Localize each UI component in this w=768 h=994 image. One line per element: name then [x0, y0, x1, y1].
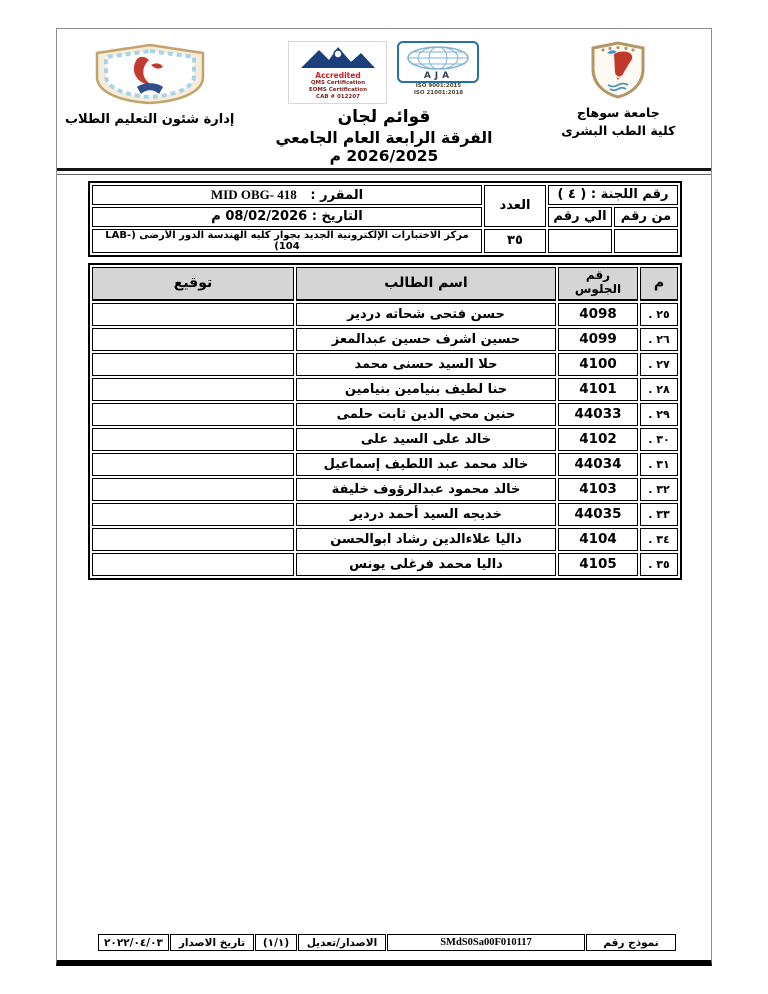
issue-revision-label: الاصدار/تعديل	[298, 934, 386, 951]
row-student-name: خالد محمود عبدالرؤوف خليفة	[296, 478, 556, 501]
table-row	[92, 378, 678, 401]
title-block	[236, 41, 531, 165]
row-number: ٣٢ .	[640, 478, 678, 501]
row-number: ٣١ .	[640, 453, 678, 476]
column-header-signature: توقيع	[92, 267, 294, 301]
row-student-name: حنا لطيف بنيامين بنيامين	[296, 378, 556, 401]
header-divider	[57, 168, 711, 175]
row-signature-cell	[92, 478, 294, 501]
egac-cert-line2: EOMS Certification	[308, 86, 367, 93]
table-row	[92, 553, 678, 576]
sohag-university-logo-icon	[587, 84, 649, 103]
students-table-header-row	[92, 267, 678, 301]
row-seat-number: 4101	[558, 378, 638, 401]
row-number: ٣٤ .	[640, 528, 678, 551]
row-student-name: حسن فتحى شحاته دردير	[296, 303, 556, 326]
table-row	[92, 403, 678, 426]
course-cell	[92, 185, 482, 205]
row-seat-number: 4104	[558, 528, 638, 551]
page-header	[57, 29, 711, 165]
form-footer-table	[97, 933, 677, 952]
row-number: ٢٩ .	[640, 403, 678, 426]
issue-date-label: تاريخ الاصدار	[170, 934, 254, 951]
from-number-value	[614, 229, 678, 253]
row-seat-number: 4099	[558, 328, 638, 351]
row-seat-number: 44035	[558, 503, 638, 526]
table-row	[92, 453, 678, 476]
row-student-name: خالد محمد عبد اللطيف إسماعيل	[296, 453, 556, 476]
column-header-number: م	[640, 267, 678, 301]
to-number-value	[548, 229, 612, 253]
row-seat-number: 44033	[558, 403, 638, 426]
row-student-name: حلا السيد حسنى محمد	[296, 353, 556, 376]
row-student-name: خديجه السيد أحمد دردير	[296, 503, 556, 526]
to-number-label: الي رقم	[548, 207, 612, 227]
table-row	[92, 528, 678, 551]
admin-office-block	[63, 41, 236, 127]
aja-iso-line1: ISO 9001:2015	[415, 83, 462, 89]
form-number-code: SMdS0Sa00F010117	[387, 934, 585, 951]
row-number: ٢٨ .	[640, 378, 678, 401]
exam-location: مركز الاختبارات الإلكترونية الجديد بجوار كليه الهندسة الدور الأرضى (LAB-104)	[92, 229, 482, 253]
row-seat-number: 4103	[558, 478, 638, 501]
row-signature-cell	[92, 378, 294, 401]
table-row	[92, 503, 678, 526]
row-number: ٢٦ .	[640, 328, 678, 351]
egac-cert-line1: QMS Certification	[310, 80, 366, 86]
exam-info-table	[88, 181, 682, 257]
egac-cert-line3: CAB # 012207	[316, 93, 360, 100]
row-signature-cell	[92, 553, 294, 576]
row-number: ٢٧ .	[640, 353, 678, 376]
page-frame	[56, 28, 712, 966]
row-seat-number: 44034	[558, 453, 638, 476]
table-row	[92, 328, 678, 351]
row-seat-number: 4100	[558, 353, 638, 376]
students-table	[88, 263, 682, 580]
table-row	[92, 428, 678, 451]
course-label: المقرر :	[310, 187, 364, 203]
form-number-label: نموذج رقم	[586, 934, 676, 951]
row-number: ٣٣ .	[640, 503, 678, 526]
faculty-name: كلية الطب البشرى	[561, 123, 676, 139]
faculty-medicine-logo-icon	[91, 90, 209, 109]
page-subtitle: الفرقة الرابعة العام الجامعي 2026/2025 م	[275, 128, 493, 165]
aja-iso-line2: ISO 21001:2018	[413, 90, 464, 97]
row-signature-cell	[92, 528, 294, 551]
row-student-name: خالد على السيد على	[296, 428, 556, 451]
aja-name: AJA	[423, 71, 454, 81]
issue-date-value: ٢٠٢٢/٠٤/٠٣	[98, 934, 169, 951]
committee-number: رقم اللجنة : ( ٤ )	[548, 185, 678, 205]
accreditation-logos	[236, 41, 531, 104]
row-signature-cell	[92, 403, 294, 426]
row-signature-cell	[92, 353, 294, 376]
student-table-body	[92, 303, 678, 576]
table-row	[92, 353, 678, 376]
row-seat-number: 4102	[558, 428, 638, 451]
row-signature-cell	[92, 503, 294, 526]
row-number: ٣٠ .	[640, 428, 678, 451]
row-seat-number: 4105	[558, 553, 638, 576]
row-number: ٣٥ .	[640, 553, 678, 576]
content-area	[57, 175, 711, 580]
row-signature-cell	[92, 303, 294, 326]
egac-accredited-label: Accredited	[315, 71, 361, 80]
course-code: MID OBG- 418	[210, 186, 297, 202]
page-title: قوائم لجان	[337, 106, 431, 127]
row-seat-number: 4098	[558, 303, 638, 326]
aja-globe-frame	[397, 41, 479, 83]
row-student-name: داليا علاءالدين رشاد ابوالحسن	[296, 528, 556, 551]
row-student-name: داليا محمد فرغلى يونس	[296, 553, 556, 576]
row-student-name: حسين اشرف حسين عبدالمعز	[296, 328, 556, 351]
aja-accreditation-logo	[397, 41, 479, 97]
count-value: ٣٥	[484, 229, 546, 253]
count-label: العدد	[484, 185, 546, 227]
column-header-name: اسم الطالب	[296, 267, 556, 301]
table-row	[92, 478, 678, 501]
column-header-seat: رقم الجلوس	[558, 267, 638, 301]
university-name: جامعة سوهاج	[576, 105, 660, 120]
egac-accreditation-logo	[288, 41, 387, 104]
row-student-name: حنين محي الدين ثابت حلمى	[296, 403, 556, 426]
table-row	[92, 303, 678, 326]
from-number-label: من رقم	[614, 207, 678, 227]
row-signature-cell	[92, 428, 294, 451]
issue-revision-value: (١/١)	[255, 934, 297, 951]
admin-office-label: إدارة شئون التعليم الطلاب	[64, 112, 235, 127]
row-number: ٢٥ .	[640, 303, 678, 326]
university-block	[532, 41, 705, 140]
row-signature-cell	[92, 453, 294, 476]
row-signature-cell	[92, 328, 294, 351]
exam-date: التاريخ : 08/02/2026 م	[92, 207, 482, 227]
egac-name: EGAC	[316, 60, 360, 71]
